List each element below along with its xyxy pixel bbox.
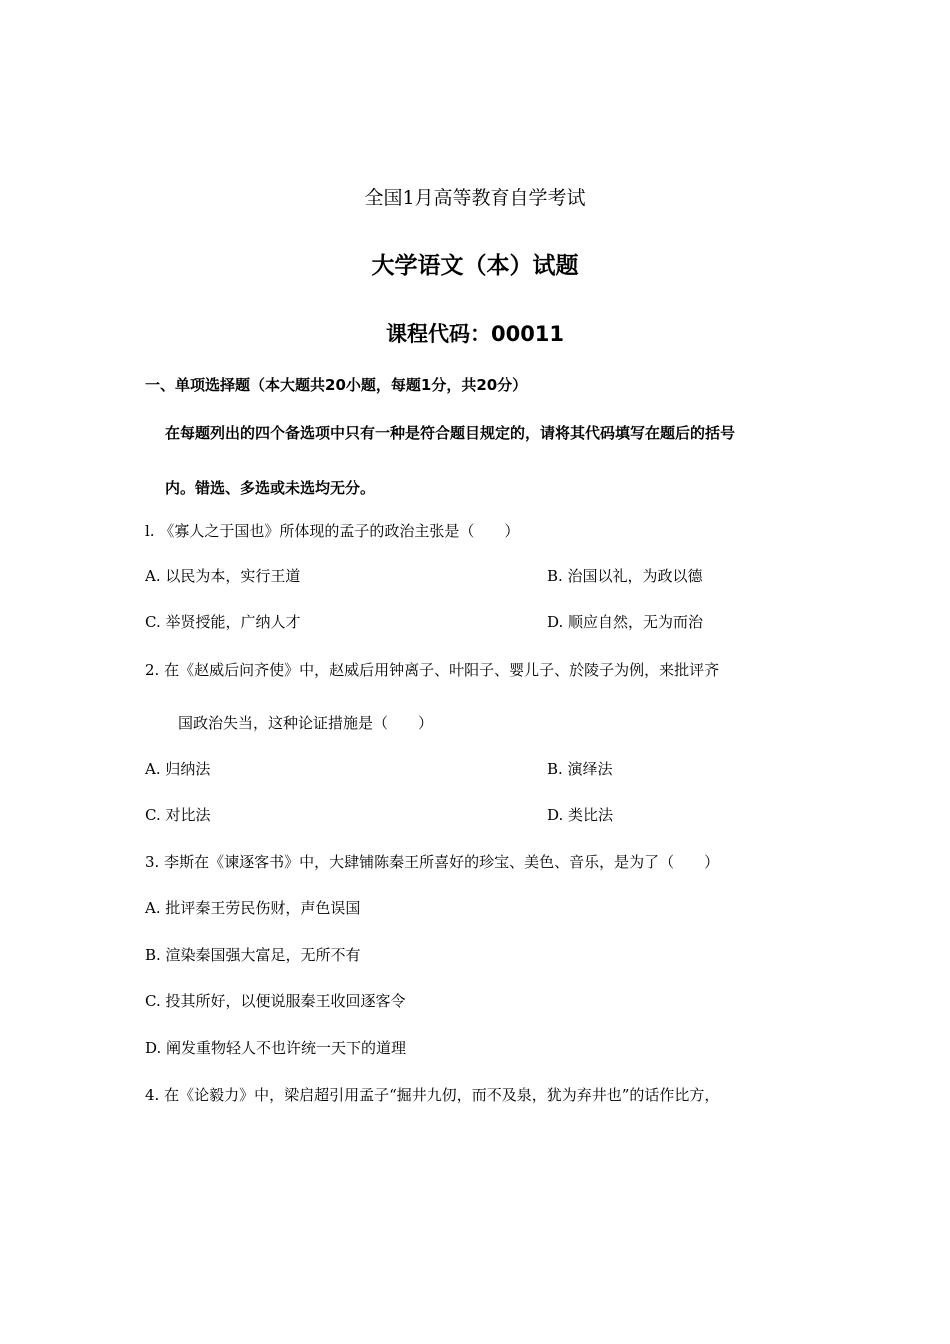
course-code: 课程代码：00011 [385, 322, 565, 346]
question-2-option-a: A. 归纳法 [145, 760, 211, 778]
question-2-option-d: D. 类比法 [547, 806, 614, 824]
question-2-option-c: C. 对比法 [145, 806, 211, 824]
question-1-option-a: A. 以民为本，实行王道 [145, 567, 301, 585]
question-2-option-b: B. 演绎法 [547, 760, 613, 778]
question-1-option-d: D. 顺应自然，无为而治 [547, 613, 704, 631]
question-1-stem: l. 《寡人之于国也》所体现的孟子的政治主张是（ ） [145, 522, 520, 540]
question-3-option-b: B. 渲染秦国强大富足，无所不有 [145, 946, 361, 964]
instruction-line-2: 内。错选、多选或未选均无分。 [165, 479, 376, 497]
question-4-stem: 4. 在《论毅力》中，梁启超引用孟子“掘井九仞，而不及泉，犹为弃井也”的话作比方， [145, 1086, 720, 1104]
question-3-option-d: D. 阐发重物轻人不也许统一天下的道理 [145, 1039, 407, 1057]
question-2-stem-line-1: 2. 在《赵威后问齐使》中，赵威后用钟离子、叶阳子、婴儿子、於陵子为例，来批评齐 [145, 661, 720, 679]
section-heading: 一、单项选择题（本大题共20小题，每题1分，共20分） [145, 376, 528, 394]
question-3-stem: 3. 李斯在《谏逐客书》中，大肆铺陈秦王所喜好的珍宝、美色、音乐，是为了（ ） [145, 853, 720, 871]
instruction-line-1: 在每题列出的四个备选项中只有一种是符合题目规定的，请将其代码填写在题后的括号 [165, 424, 736, 442]
question-1-option-b: B. 治国以礼，为政以德 [547, 567, 703, 585]
question-3-option-a: A. 批评秦王劳民伤财，声色误国 [145, 899, 361, 917]
question-3-option-c: C. 投其所好，以便说服秦王收回逐客令 [145, 992, 406, 1010]
question-1-option-c: C. 举贤授能，广纳人才 [145, 613, 301, 631]
question-2-stem-line-2: 国政治失当，这种论证措施是（ ） [178, 714, 434, 732]
exam-name: 全国1月高等教育自学考试 [364, 187, 586, 209]
subject-title: 大学语文（本）试题 [371, 253, 579, 279]
